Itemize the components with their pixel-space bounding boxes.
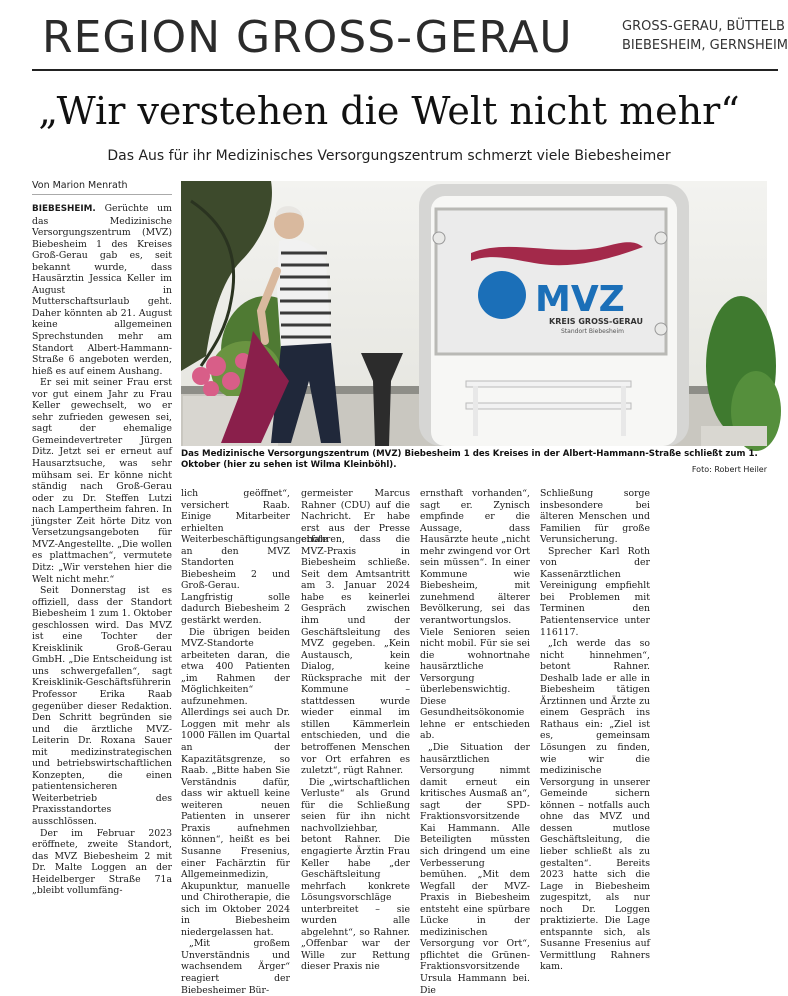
sign-location: Standort Biebesheim: [561, 328, 624, 335]
photo-illustration: [181, 181, 767, 446]
paragraph: „Ich werde das so nicht hinnehmen“, betont Rahner. Deshalb lade er alle in Biebesheim tätigen Ärztinnen und Ärzte zu einem Gespräch ins Rathaus ein: „Ziel ist es, gemeinsam Lösungen zu finden, wie wir die medizinische Versorgung in unserer Gemeinde sichern können – notfalls auch ohne das MVZ und dessen mutlose Geschäftsleitung, die lieber schließt als zu gestalten“. Bereits 2023 hatte sich die Lage in Biebesheim zugespitzt, als nur noch Dr. Loggen praktizierte. Die Lage entspannte sich, als Susanne Fresenius auf Vermittlung Rahners kam.: [540, 638, 650, 973]
paragraph: Er sei mit seiner Frau erst vor gut einem Jahr zu Frau Keller gewechselt, wo er sehr zufrieden gewesen sei, sagt der ehemalige Gemeindevertreter Jürgen Ditz. Jetzt sei er erneut auf Hausarztsuche, was sehr mühsam sei. Er könne nicht ständig nach Groß-Gerau oder zu Dr. Steffen Lutzi nach Lampertheim fahren. In jüngster Zeit hörte Ditz von Versetzungsangeboten für MVZ-Angestellte. „Die wollen es plattmachen“, vermutete Ditz: „Wir verstehen hier die Welt nicht mehr.“: [32, 377, 172, 585]
cities-line-1: GROSS-GERAU, BÜTTELB: [622, 19, 785, 34]
article-column-4: [420, 488, 530, 996]
cities-line-2: BIEBESHEIM, GERNSHEIM: [622, 38, 788, 53]
paragraph: „Mit großem Unverständnis und wachsendem Ärger“ reagiert der Biebesheimer Bür-: [181, 938, 290, 996]
dateline: BIEBESHEIM.: [32, 204, 96, 214]
photo-credit: Foto: Robert Heiler: [691, 465, 767, 474]
paragraph-text: Gerüchte um das Medizinische Versorgungszentrum (MVZ) Biebesheim 1 des Kreises Groß-Gerau gab es, seit bekannt wurde, dass Hausärztin Jessica Keller im August in Mutterschaftsurlaub geht. Daher könnten ab 21. August keine allgemeinen Sprechstunden mehr am Standort Albert-Hammann-Straße 6 angeboten werden, hieß es auf einem Aushang.: [32, 203, 172, 377]
author-byline: Von Marion Menrath: [32, 180, 128, 191]
section-cities: [622, 17, 788, 55]
paragraph: Schließung sorge insbesondere bei älteren Menschen und Familien für große Verunsicherung.: [540, 488, 650, 546]
paragraph: lich geöffnet“, versichert Raab. Einige Mitarbeiter erhielten Weiterbeschäftigungsangebote an den MVZ Standorten Biebesheim 2 und Groß-Gerau. Langfristig solle dadurch Biebesheim 2 gestärkt werden.: [181, 488, 328, 627]
section-title: REGION GROSS-GERAU: [42, 12, 573, 63]
paragraph: [32, 203, 172, 377]
paragraph: Der im Februar 2023 eröffnete, zweite Standort, das MVZ Biebesheim 2 mit Dr. Malte Loggen an der Heidelberger Straße 71a „bleibt vollumfäng-: [32, 827, 172, 897]
paragraph: Sprecher Karl Roth von der Kassenärztlichen Vereinigung empfiehlt bei Problemen mit Terminen den Patientenservice unter 116117.: [540, 545, 650, 638]
paragraph: germeister Marcus Rahner (CDU) auf die Nachricht. Er habe erst aus der Presse erfahren, dass die MVZ-Praxis in Biebesheim schließe. Seit dem Amtsantritt am 3. Januar 2024 habe es keinerlei Gespräch zwischen ihm und der Geschäftsleitung des MVZ gegeben. „Kein Austausch, kein Dialog, keine Rücksprache mit der Kommune – stattdessen wurde wieder einmal im stillen Kämmerlein entschieden, und die betroffenen Menschen vor Ort erfahren es zuletzt“, rügt Rahner.: [301, 488, 410, 777]
article-subheadline: Das Aus für ihr Medizinisches Versorgungszentrum schmerzt viele Biebesheimer: [107, 148, 671, 164]
header-rule: [32, 69, 778, 71]
photo-caption: Das Medizinische Versorgungszentrum (MVZ) Biebesheim 1 des Kreises in der Albert-Hammann-Straße schließt zum 1. Oktober (hier zu sehen ist Wilma Kleinböhl).: [181, 449, 758, 470]
paragraph: Die „wirtschaftlichen Verluste“ als Grund für die Schließung seien für ihn nicht nachvollziehbar, betont Rahner. Die engagierte Ärztin Frau Keller habe „der Geschäftsleitung mehrfach konkrete Lösungsvorschläge unterbreitet – sie wurden alle abgelehnt“, so Rahner. „Offenbar war der Wille zur Rettung dieser Praxis nie: [301, 776, 410, 973]
article-headline: „Wir verstehen die Welt nicht mehr“: [38, 89, 740, 133]
article-photo: [181, 181, 767, 446]
sign-district: KREIS GROSS-GERAU: [549, 317, 643, 326]
article-column-3: [301, 488, 410, 973]
paragraph: „Die Situation der hausärztlichen Versorgung nimmt damit erneut ein kritisches Ausmaß an“, sagt der SPD-Fraktionsvorsitzende Kai Hammann. Alle Beteiligten müssten sich dringend um eine Verbesserung bemühen. „Mit dem Wegfall der MVZ-Praxis in Biebesheim entsteht eine spürbare Lücke in der medizinischen Versorgung vor Ort“, pflichtet die Grünen-Fraktionsvorsitzende Ursula Hammann bei. Die: [420, 742, 530, 996]
article-column-5: [540, 488, 767, 973]
column-5-inner: [540, 488, 650, 973]
paragraph: Seit Donnerstag ist es offiziell, dass der Standort Biebesheim 1 zum 1. Oktober geschlossen wird. Das MVZ ist eine Tochter der Kreisklinik Groß-Gerau GmbH. „Die Entscheidung ist uns schwergefallen“, sagt Kreisklinik-Geschäftsführerin Professor Erika Raab gegenüber dieser Redaktion. Den Schritt begründen sie und die ärztliche MVZ-Leiterin Dr. Roxana Sauer mit medizinstrategischen und betriebswirtschaftlichen Konzepten, die einen patientensicheren Weiterbetrieb des Praxisstandortes ausschlössen.: [32, 585, 172, 827]
paragraph: ernsthaft vorhanden“, sagt er. Zynisch empfinde er die Aussage, dass Hausärzte heute „nicht mehr zwingend vor Ort sein müssen“. In einer Kommune wie Biebesheim, mit zunehmend älterer Bevölkerung, sei das verantwortungslos. Viele Senioren seien nicht mobil. Für sie sei die wohnortnahe hausärztliche Versorgung überlebenswichtig. Diese Gesundheitsökonomie lehne er entschieden ab.: [420, 488, 530, 742]
byline-rule: [32, 194, 172, 195]
paragraph: Die übrigen beiden MVZ-Standorte arbeiteten daran, die etwa 400 Patienten „im Rahmen der Möglichkeiten“ aufzunehmen. Allerdings sei auch Dr. Loggen mit mehr als 1000 Fällen im Quartal an der Kapazitätsgrenze, so Raab. „Bitte haben Sie Verständnis dafür, dass wir aktuell keine weiteren neuen Patienten in unserer Praxis aufnehmen können“, heißt es bei Susanne Fresenius, einer Fachärztin für Allgemeinmedizin, Akupunktur, manuelle und Chirotherapie, die sich im Oktober 2024 in Biebesheim niedergelassen hat.: [181, 626, 290, 938]
mvz-circle-logo: [478, 271, 526, 319]
article-column-1: [32, 203, 172, 897]
article-column-2: [181, 488, 328, 996]
sign-logo-text: MVZ: [535, 279, 625, 320]
